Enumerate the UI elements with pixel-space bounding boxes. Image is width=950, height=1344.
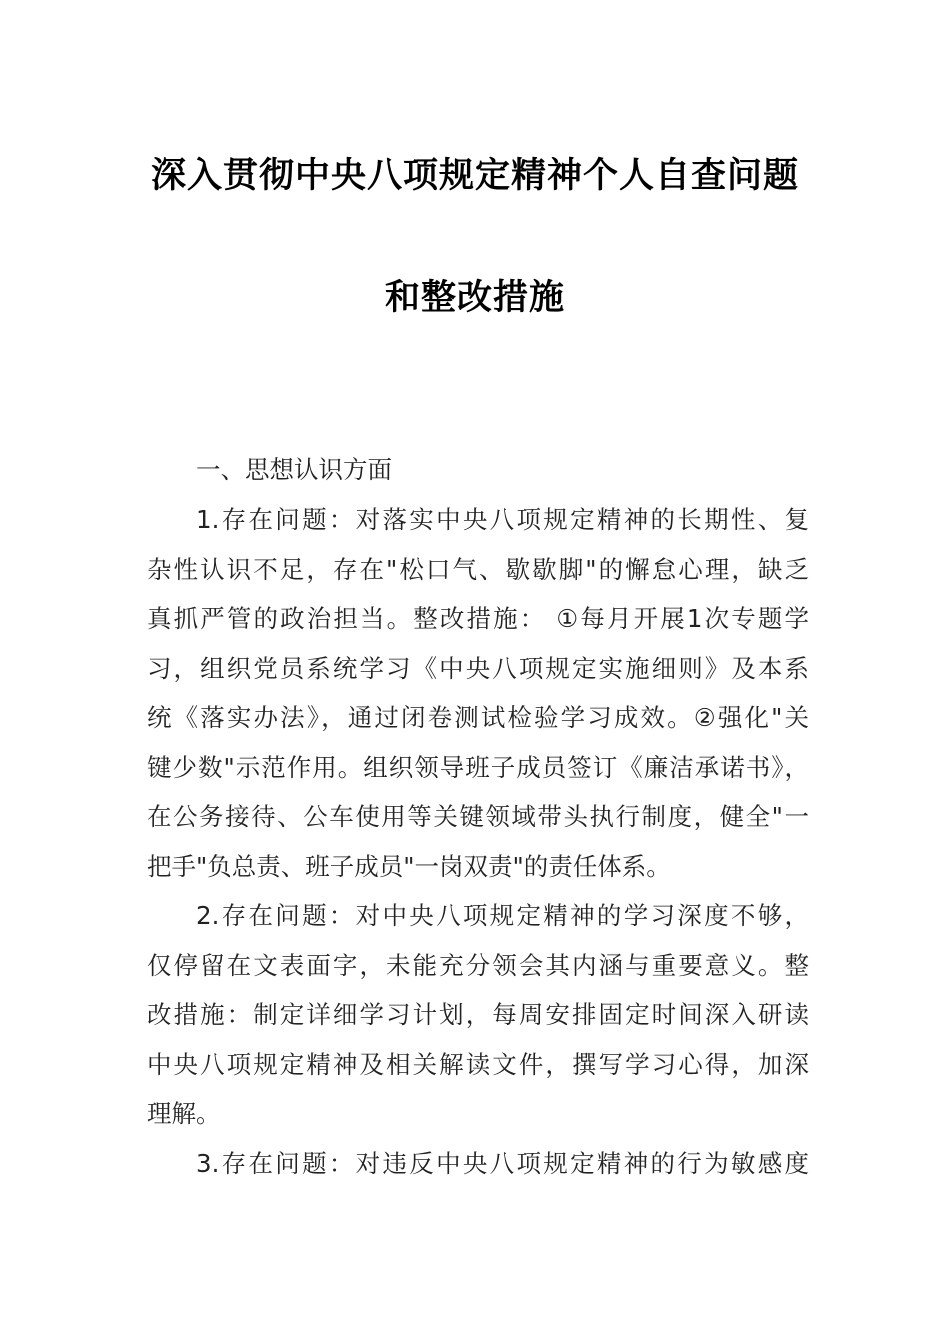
paragraph-line: 真抓严管的政治担当。整改措施： ①每月开展1次专题学 <box>147 604 809 633</box>
paragraph-line: 把手"负总责、班子成员"一岗双责"的责任体系。 <box>147 852 671 881</box>
paragraph-line: 杂性认识不足，存在"松口气、歇歇脚"的懈怠心理，缺乏 <box>147 555 809 584</box>
paragraph-line: 理解。 <box>147 1099 221 1128</box>
paragraph-line: 在公务接待、公车使用等关键领域带头执行制度，健全"一 <box>147 802 809 831</box>
paragraph-line: 习，组织党员系统学习《中央八项规定实施细则》及本系 <box>147 654 809 683</box>
document-title-line-2: 和整改措施 <box>384 277 565 318</box>
document-title-line-1: 深入贯彻中央八项规定精神个人自查问题 <box>150 155 799 196</box>
paragraph-line: 统《落实办法》，通过闭卷测试检验学习成效。②强化"关 <box>147 703 809 732</box>
paragraph-line: 键少数"示范作用。组织领导班子成员签订《廉洁承诺书》， <box>147 753 809 782</box>
paragraph-line: 3.存在问题：对违反中央八项规定精神的行为敏感度 <box>196 1149 809 1178</box>
paragraph-line: 仅停留在文表面字，未能充分领会其内涵与重要意义。整 <box>147 951 809 980</box>
paragraph-line: 1.存在问题：对落实中央八项规定精神的长期性、复 <box>196 505 809 534</box>
section-heading: 一、思想认识方面 <box>196 455 392 484</box>
paragraph-line: 改措施：制定详细学习计划，每周安排固定时间深入研读 <box>147 1000 809 1029</box>
paragraph-line: 2.存在问题：对中央八项规定精神的学习深度不够， <box>196 901 809 930</box>
paragraph-line: 中央八项规定精神及相关解读文件，撰写学习心得，加深 <box>147 1050 809 1079</box>
